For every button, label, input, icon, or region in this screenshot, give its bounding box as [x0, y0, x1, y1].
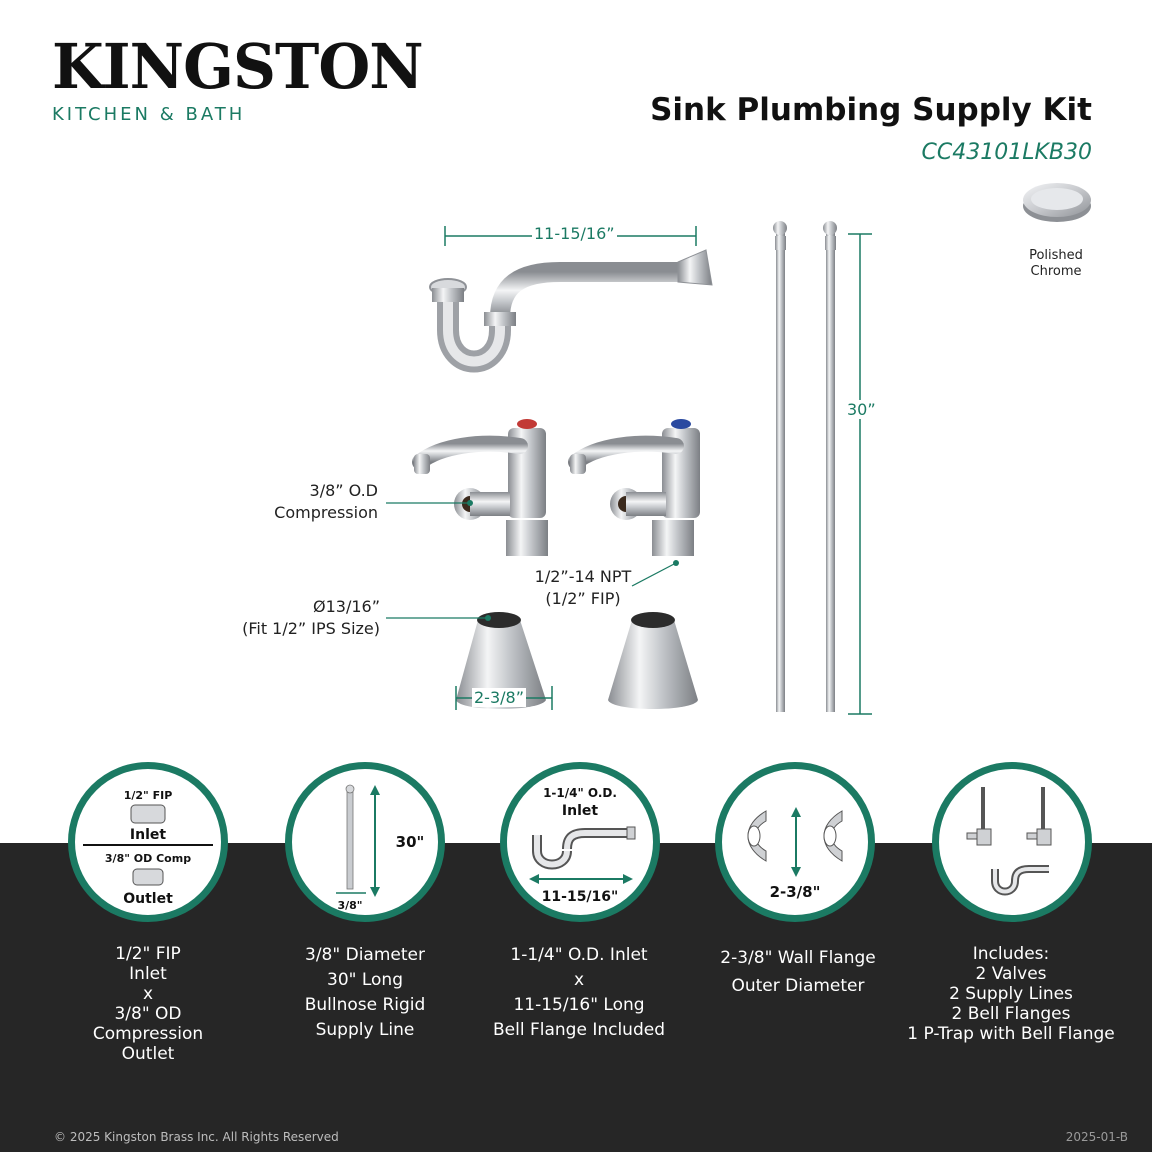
- finish-label-line2: Chrome: [1030, 264, 1082, 279]
- callout-flange-line1: Ø13/16”: [313, 597, 380, 616]
- feature-line: Bullnose Rigid: [304, 995, 426, 1015]
- feature-line: 2 Bell Flanges: [951, 1004, 1071, 1024]
- feature-line: Bell Flange Included: [493, 1020, 665, 1040]
- product-sku: CC43101LKB30: [921, 140, 1092, 165]
- kit-contents-badge: [932, 762, 1092, 922]
- valve-cold-icon: [570, 419, 700, 556]
- badge-supply-line-icon: [347, 791, 353, 889]
- feature-caption-trap: [469, 943, 689, 1043]
- badge-trap-caption: Inlet: [561, 803, 599, 819]
- badge-supply-length: 30": [395, 833, 425, 851]
- feature-line: x: [142, 984, 154, 1004]
- compression-nut-icon: [133, 869, 163, 885]
- product-title: Sink Plumbing Supply Kit: [650, 92, 1092, 128]
- callout-compression-line1: 3/8” O.D: [309, 481, 378, 500]
- kit-contents-icon: [939, 769, 1085, 915]
- callout-npt-line2: (1/2” FIP): [545, 589, 621, 608]
- supply-line-badge: [285, 762, 445, 922]
- dim-flange-diameter: 2-3/8”: [474, 688, 524, 707]
- supply-line-left-icon: [773, 221, 787, 712]
- inlet-outlet-badge: [68, 762, 228, 922]
- supply-line-right-icon: [823, 221, 837, 712]
- feature-line: Outlet: [121, 1044, 175, 1064]
- badge-supply-width: 3/8": [337, 899, 363, 912]
- flange-badge: [715, 762, 875, 922]
- feature-line: Supply Line: [315, 1020, 415, 1040]
- feature-line: 11-15/16" Long: [513, 995, 645, 1015]
- feature-caption-supply: [255, 943, 475, 1043]
- feature-line: Includes:: [972, 944, 1050, 964]
- dim-supply-length: 30”: [847, 400, 876, 419]
- flange-right-icon: [608, 612, 698, 709]
- badge-flange-right-icon: [824, 811, 842, 861]
- p-trap-icon: [430, 250, 712, 362]
- badge-outlet-size: 3/8" OD Comp: [104, 852, 192, 865]
- badge-inlet-size: 1/2" FIP: [123, 789, 173, 802]
- badge-outlet-caption: Outlet: [123, 891, 173, 907]
- feature-line: 2-3/8" Wall Flange: [720, 948, 876, 968]
- valve-hot-icon: [414, 419, 548, 556]
- badge-flange-diameter: 2-3/8": [769, 883, 821, 901]
- feature-line: Compression: [92, 1024, 204, 1044]
- dim-trap-length: 11-15/16”: [534, 224, 615, 243]
- callout-flange-line2: (Fit 1/2” IPS Size): [242, 619, 380, 638]
- brand-name: KINGSTON: [52, 30, 423, 103]
- p-trap-badge: [500, 762, 660, 922]
- badge-trap-size: 1-1/4" O.D.: [543, 786, 617, 800]
- feature-line: 30" Long: [327, 970, 403, 990]
- callout-npt: [508, 566, 658, 610]
- badge-flange-left-icon: [748, 811, 766, 861]
- badge-trap-length: 11-15/16": [541, 889, 619, 905]
- copyright-text: © 2025 Kingston Brass Inc. All Rights Reserved: [54, 1130, 339, 1144]
- version-code: 2025-01-B: [1065, 1130, 1128, 1144]
- brand-tagline: KITCHEN & BATH: [52, 104, 246, 125]
- callout-npt-line1: 1/2”-14 NPT: [534, 567, 632, 586]
- feature-line: 3/8" OD: [114, 1004, 182, 1024]
- feature-caption-inlet: [38, 944, 258, 1064]
- feature-line: 1 P-Trap with Bell Flange: [907, 1024, 1115, 1044]
- feature-line: Outer Diameter: [731, 976, 865, 996]
- feature-line: 1-1/4" O.D. Inlet: [510, 945, 648, 965]
- callout-compression: [236, 480, 378, 524]
- badge-p-trap-icon: [537, 827, 635, 865]
- feature-line: 2 Supply Lines: [949, 984, 1073, 1004]
- feature-line: 3/8" Diameter: [305, 945, 425, 965]
- callout-flange: [200, 596, 380, 640]
- badge-inlet-caption: Inlet: [129, 827, 167, 843]
- feature-line: 2 Valves: [975, 964, 1047, 984]
- feature-caption-includes: [891, 944, 1131, 1044]
- feature-line: x: [573, 970, 585, 990]
- feature-line: 1/2" FIP: [115, 944, 181, 964]
- feature-caption-flange: [688, 944, 908, 1000]
- feature-line: Inlet: [129, 964, 167, 984]
- hex-nut-icon: [131, 805, 165, 823]
- finish-label-line1: Polished: [1029, 248, 1083, 263]
- callout-compression-line2: Compression: [274, 503, 378, 522]
